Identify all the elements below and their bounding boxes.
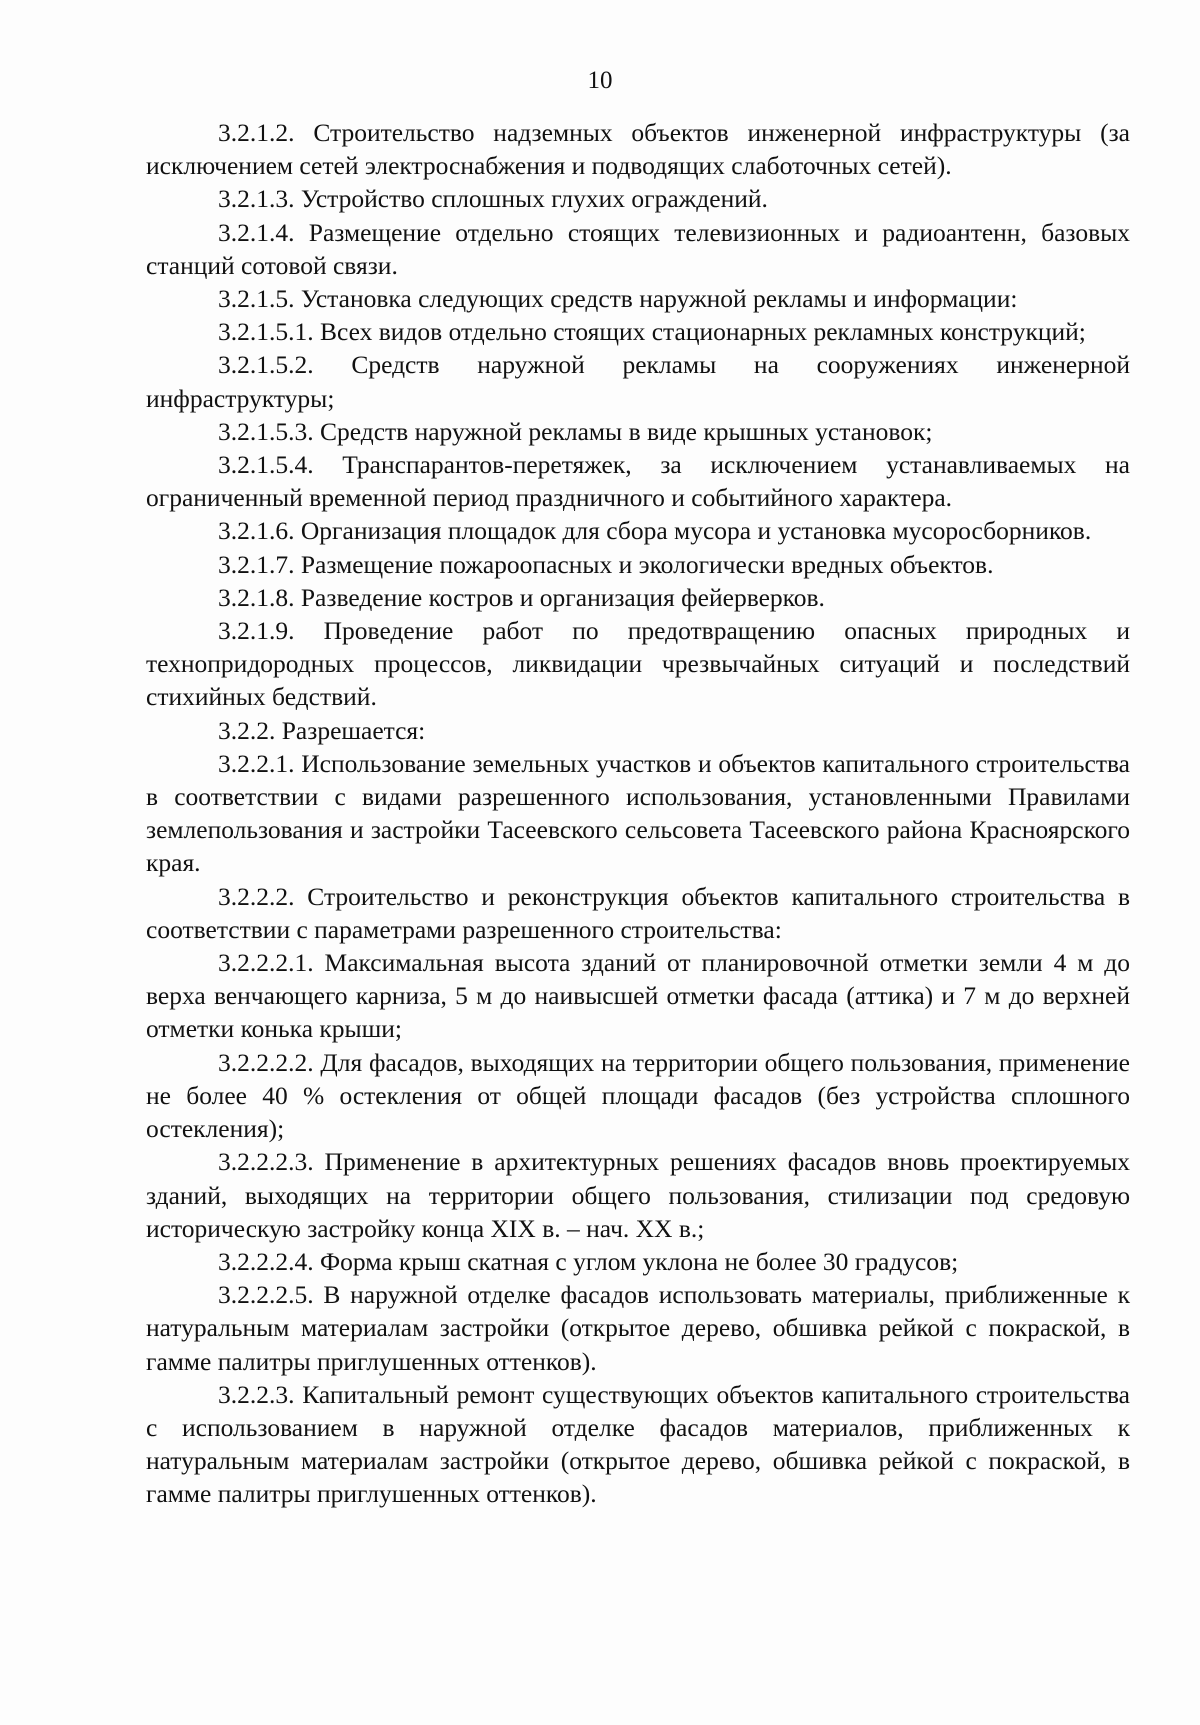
page-number: 10 [587,67,613,94]
paragraph-3-2-1-5-1: 3.2.1.5.1. Всех видов отдельно стоящих стационарных рекламных конструкций; [218,317,1086,347]
paragraph-3-2-2-3: 3.2.2.3. Капитальный ремонт существующих объектов капитального строительства с использованием в наружной отделке фасадов материалов, приближенных к натуральным материалам застройки (открытое дерево, обшивка рейкой с покраской, в гамме палитры приглушенных оттенков). [146,1379,1130,1509]
paragraph-3-2-2-2-3: 3.2.2.2.3. Применение в архитектурных решениях фасадов вновь проектируемых зданий, выходящих на территории общего пользования, стилизации под средовую историческую застройку конца XIX в. – нач. XX в.; [146,1147,1130,1243]
paragraph-3-2-2-2-2: 3.2.2.2.2. Для фасадов, выходящих на территории общего пользования, применение не более 40 % остекления от общей площади фасадов (без устройства сплошного остекления); [146,1047,1130,1144]
paragraph-3-2-1-5-2: 3.2.1.5.2. Средств наружной рекламы на сооружениях инженерной инфраструктуры; [146,350,1130,413]
paragraph-3-2-1-5: 3.2.1.5. Установка следующих средств наружной рекламы и информации: [218,284,1018,314]
paragraph-3-2-2: 3.2.2. Разрешается: [218,715,426,745]
paragraph-3-2-1-3: 3.2.1.3. Устройство сплошных глухих ограждений. [218,184,768,214]
paragraph-3-2-1-5-4: 3.2.1.5.4. Транспарантов-перетяжек, за исключением устанавливаемых на ограниченный временной период праздничного и событийного характера. [146,450,1130,513]
paragraph-3-2-2-2-5: 3.2.2.2.5. В наружной отделке фасадов использовать материалы, приближенные к натуральным материалам застройки (открытое дерево, обшивка рейкой с покраской, в гамме палитры приглушенных оттенков). [146,1280,1130,1376]
paragraph-3-2-1-8: 3.2.1.8. Разведение костров и организация фейерверков. [218,582,825,612]
paragraph-3-2-2-2-1: 3.2.2.2.1. Максимальная высота зданий от планировочной отметки земли 4 м до верха венчающего карниза, 5 м до наивысшей отметки фасада (аттика) и 7 м до верхней отметки конька крыши; [146,948,1130,1044]
paragraph-3-2-2-2: 3.2.2.2. Строительство и реконструкция объектов капитального строительства в соответствии с параметрами разрешенного строительства: [146,881,1130,944]
paragraph-3-2-1-9: 3.2.1.9. Проведение работ по предотвращению опасных природных и технопридородных процессов, ликвидации чрезвычайных ситуаций и последствий стихийных бедствий. [146,616,1130,712]
paragraph-3-2-1-5-3: 3.2.1.5.3. Средств наружной рекламы в виде крышных установок; [218,416,933,446]
document-body [146,116,1130,1511]
paragraph-3-2-1-7: 3.2.1.7. Размещение пожароопасных и экологически вредных объектов. [218,549,994,579]
paragraph-3-2-2-1: 3.2.2.1. Использование земельных участков и объектов капитального строительства в соответствии с видами разрешенного использования, установленными Правилами землепользования и застройки Тасеевского сельсовета Тасеевского района Красноярского края. [146,748,1130,878]
paragraph-3-2-2-2-4: 3.2.2.2.4. Форма крыш скатная с углом уклона не более 30 градусов; [218,1246,959,1276]
paragraph-3-2-1-2: 3.2.1.2. Строительство надземных объектов инженерной инфраструктуры (за исключением сетей электроснабжения и подводящих слаботочных сетей). [146,118,1130,181]
paragraph-3-2-1-6: 3.2.1.6. Организация площадок для сбора мусора и установка мусоросборников. [218,516,1092,546]
paragraph-3-2-1-4: 3.2.1.4. Размещение отдельно стоящих телевизионных и радиоантенн, базовых станций сотовой связи. [146,217,1130,280]
